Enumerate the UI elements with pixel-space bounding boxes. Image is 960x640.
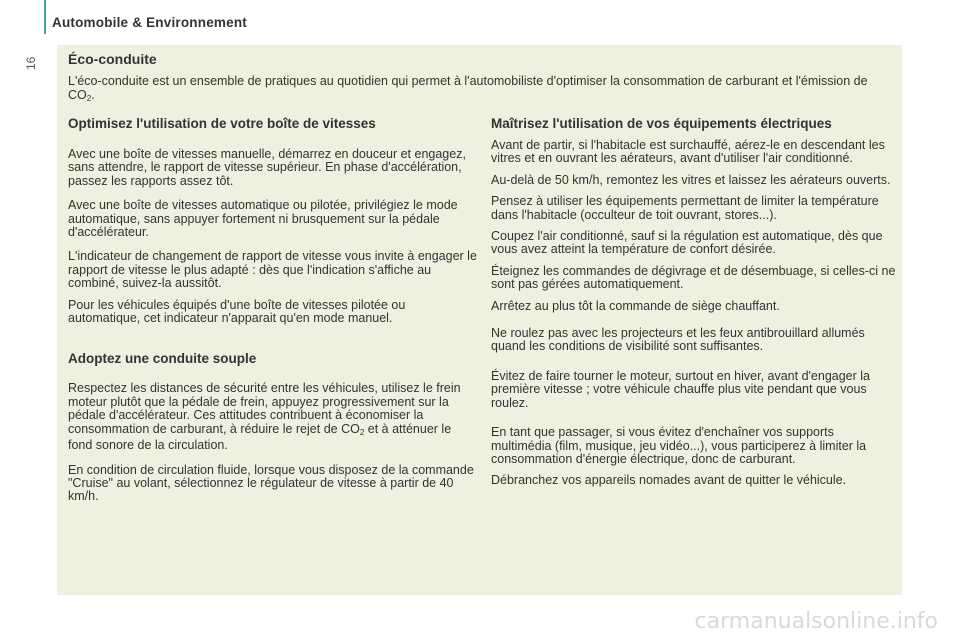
paragraph: Avant de partir, si l'habitacle est surchauffé, aérez-le en descendant les vitres et en ouvrant les aérateurs, avant d'utiliser l'air conditionné. [491, 138, 885, 166]
section-title-electrical: Maîtrisez l'utilisation de vos équipements électriques [491, 116, 832, 131]
paragraph: Évitez de faire tourner le moteur, surtout en hiver, avant d'engager la première vitesse ; votre véhicule chauffe plus vite pendant que vous roulez. [491, 368, 870, 410]
page-number: 16 [24, 56, 38, 70]
paragraph: Arrêtez au plus tôt la commande de siège chauffant. [491, 298, 780, 313]
paragraph: Pensez à utiliser les équipements permettant de limiter la température dans l'habitacle (occulteur de toit ouvrant, stores...). [491, 194, 879, 222]
intro-title: Éco-conduite [68, 51, 157, 67]
paragraph: Pour les véhicules équipés d'une boîte de vitesses pilotée ou automatique, cet indicateur n'apparait qu'en mode manuel. [68, 297, 406, 326]
right-column [491, 116, 896, 496]
paragraph: Avec une boîte de vitesses manuelle, démarrez en douceur et engagez, sans attendre, le rapport de vitesse supérieur. En phase d'accélération, passez les rapports assez tôt. [68, 147, 466, 188]
paragraph: En tant que passager, si vous évitez d'enchaîner vos supports multimédia (film, musique, jeu vidéo...), vous participerez à limiter la consommation d'énergie électrique, donc de carburant. [491, 425, 867, 466]
section-title-gearbox: Optimisez l'utilisation de votre boîte de vitesses [68, 116, 376, 131]
header-accent-bar [44, 0, 46, 34]
left-column [68, 116, 478, 512]
paragraph: Avec une boîte de vitesses automatique ou pilotée, privilégiez le mode automatique, sans appuyer fortement ni brusquement sur la pédale d'accélérateur. [68, 198, 458, 240]
paragraph: Débranchez vos appareils nomades avant de quitter le véhicule. [491, 473, 847, 488]
paragraph: Éteignez les commandes de dégivrage et de désembuage, si celles-ci ne sont pas gérées automatiquement. [491, 263, 896, 292]
intro-text: L'éco-conduite est un ensemble de pratiques au quotidien qui permet à l'automobiliste d'optimiser la consommation de carburant et l'émission de $CO_2$. [68, 74, 868, 103]
header-title: Automobile & Environnement [52, 15, 247, 30]
paragraph: Respectez les distances de sécurité entre les véhicules, utilisez le frein moteur plutôt que la pédale de frein, appuyez progressivement sur la pédale d'accélérateur. Ces attitudes contribuent à économiser la consommation de carburant, à réduire le rejet de $CO_2$ et à atténuer le fond sonore de la circulation. [68, 381, 461, 453]
paragraph: Ne roulez pas avec les projecteurs et les feux antibrouillard allumés quand les conditions de visibilité sont suffisantes. [491, 326, 865, 354]
paragraph: Au-delà de 50 km/h, remontez les vitres et laissez les aérateurs ouverts. [491, 172, 891, 187]
section-title-driving: Adoptez une conduite souple [68, 351, 257, 367]
paragraph: L'indicateur de changement de rapport de vitesse vous invite à engager le rapport de vitesse le plus adapté : dès que l'indication s'affiche au combiné, suivez-la aussitôt. [68, 249, 477, 291]
paragraph: En condition de circulation fluide, lorsque vous disposez de la commande "Cruise" au volant, sélectionnez le régulateur de vitesse à partir de 40 km/h. [68, 462, 474, 504]
paragraph: Coupez l'air conditionné, sauf si la régulation est automatique, dès que vous avez atteint la température de confort désirée. [491, 229, 883, 257]
watermark-text: carmanualsonline.info [694, 609, 938, 634]
